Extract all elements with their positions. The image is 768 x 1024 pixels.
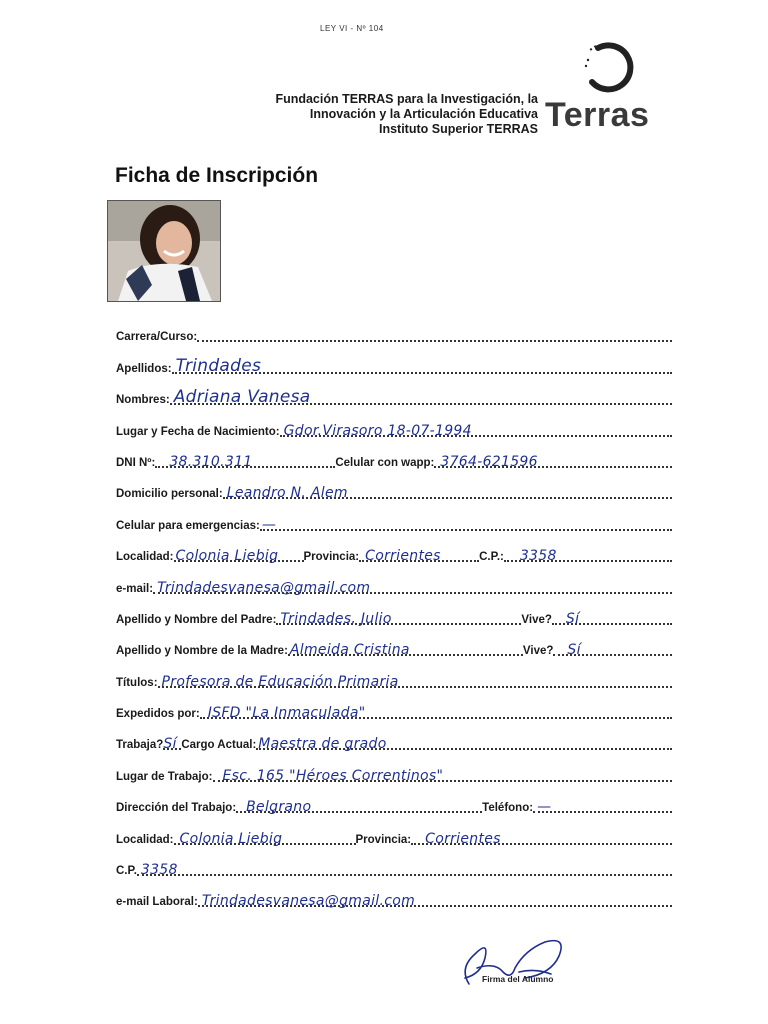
- value-lugar-fecha: Gdor.Virasoro 18-07-1994: [283, 422, 472, 439]
- field-cp-trabajo: [116, 848, 672, 879]
- input-dni[interactable]: [155, 444, 335, 468]
- value-localidad-trabajo: Colonia Liebig: [179, 830, 283, 847]
- label-lugar-fecha: Lugar y Fecha de Nacimiento:: [116, 425, 280, 438]
- value-provincia-trabajo: Corrientes: [425, 830, 501, 847]
- label-provincia: Provincia:: [303, 551, 360, 564]
- input-vive-madre[interactable]: [553, 632, 672, 659]
- value-cp: 3358: [519, 548, 557, 565]
- label-telefono: Teléfono:: [482, 802, 534, 815]
- field-titulos: [116, 659, 672, 690]
- label-vive-padre: Vive?: [521, 613, 552, 626]
- input-trabaja[interactable]: [163, 726, 181, 753]
- value-provincia: Corrientes: [365, 548, 441, 565]
- value-madre: Almeida Cristina: [289, 642, 410, 659]
- value-vive-madre: Sí: [567, 642, 581, 659]
- label-email-laboral: e-mail Laboral:: [116, 896, 198, 909]
- terras-logo-icon: [578, 38, 640, 96]
- input-titulos[interactable]: [158, 664, 672, 688]
- value-cargo: Maestra de grado: [258, 736, 387, 753]
- input-email-laboral[interactable]: [198, 883, 672, 910]
- value-celular-emergencias: —: [261, 516, 277, 533]
- field-apellidos: [116, 345, 672, 376]
- input-expedidos[interactable]: [200, 695, 672, 722]
- student-photo: [107, 200, 221, 302]
- input-lugar-trabajo[interactable]: [213, 758, 673, 782]
- enrollment-form: [116, 314, 672, 910]
- law-stamp: LEY VI - Nº 104: [320, 24, 384, 33]
- field-direccion-trabajo: [116, 785, 672, 816]
- label-nombres: Nombres:: [116, 394, 170, 407]
- terras-logo-text: Terras: [545, 96, 650, 134]
- value-vive-padre: Sí: [565, 610, 580, 627]
- field-nombres: [116, 377, 672, 408]
- label-celular-emergencias: Celular para emergencias:: [116, 519, 260, 532]
- institution-header: [198, 92, 538, 137]
- label-cp-trabajo: C.P.: [116, 865, 137, 878]
- field-lugar-fecha: [116, 408, 672, 439]
- value-nombres: Adriana Vanesa: [173, 387, 311, 408]
- input-localidad-trabajo[interactable]: [174, 821, 356, 845]
- input-nombres[interactable]: [170, 381, 672, 408]
- field-celular-emergencias: [116, 502, 672, 533]
- input-carrera[interactable]: [197, 318, 672, 342]
- label-dni: DNI Nº:: [116, 456, 156, 469]
- label-vive-madre: Vive?: [522, 645, 554, 658]
- value-titulos: Profesora de Educación Primaria: [161, 673, 399, 690]
- value-email: Trindadesvanesa@gmail.com: [157, 579, 371, 596]
- label-madre: Apellido y Nombre de la Madre:: [116, 645, 288, 658]
- value-localidad: Colonia Liebig: [175, 548, 279, 565]
- input-celular-wapp[interactable]: [434, 444, 672, 468]
- value-expedidos: ISFD "La Inmaculada": [207, 705, 366, 722]
- input-telefono[interactable]: [533, 789, 672, 816]
- field-localidad: [116, 534, 672, 565]
- value-dni: 38.310.311: [169, 453, 253, 470]
- value-direccion-trabajo: Belgrano: [246, 799, 312, 816]
- field-email-laboral: [116, 879, 672, 910]
- label-carrera: Carrera/Curso:: [116, 331, 198, 344]
- header-line-3: Instituto Superior TERRAS: [378, 122, 538, 136]
- label-cargo: Cargo Actual:: [181, 739, 257, 752]
- input-apellidos[interactable]: [172, 350, 672, 374]
- value-celular-wapp: 3764-621596: [440, 453, 538, 470]
- header-line-2: Innovación y la Articulación Educativa: [309, 107, 538, 121]
- label-direccion-trabajo: Dirección del Trabajo:: [116, 802, 237, 815]
- value-cp-trabajo: 3358: [140, 862, 178, 879]
- value-domicilio: Leandro N. Alem: [226, 485, 348, 502]
- label-email: e-mail:: [116, 582, 154, 595]
- field-domicilio: [116, 471, 672, 502]
- input-cargo[interactable]: [256, 726, 672, 753]
- label-cp: C.P.:: [479, 551, 504, 564]
- input-cp-trabajo[interactable]: [137, 852, 672, 879]
- field-email: [116, 565, 672, 596]
- label-localidad: Localidad:: [116, 551, 174, 564]
- value-apellidos: Trindades: [175, 355, 262, 376]
- input-provincia-trabajo[interactable]: [411, 821, 672, 845]
- label-padre: Apellido y Nombre del Padre:: [116, 613, 277, 626]
- field-lugar-trabajo: [116, 753, 672, 784]
- label-expedidos: Expedidos por:: [116, 708, 200, 721]
- label-trabaja: Trabaja?: [116, 739, 164, 752]
- value-trabaja: Sí: [163, 736, 177, 753]
- field-carrera: [116, 314, 672, 345]
- field-trabajo: [116, 722, 672, 753]
- field-padre: [116, 597, 672, 628]
- input-direccion-trabajo[interactable]: [236, 789, 482, 816]
- field-madre: [116, 628, 672, 659]
- label-lugar-trabajo: Lugar de Trabajo:: [116, 770, 213, 783]
- label-localidad-trabajo: Localidad:: [116, 833, 174, 846]
- header-line-1: Fundación TERRAS para la Investigación, la: [275, 92, 538, 106]
- field-localidad-trabajo: [116, 816, 672, 847]
- form-title: Ficha de Inscripción: [115, 164, 319, 187]
- label-titulos: Títulos:: [116, 676, 158, 689]
- label-provincia-trabajo: Provincia:: [355, 833, 412, 846]
- input-madre[interactable]: [288, 632, 523, 659]
- input-lugar-fecha[interactable]: [280, 413, 672, 437]
- input-cp[interactable]: [504, 538, 672, 565]
- value-lugar-trabajo: Esc. 165 "Héroes Correntinos": [222, 767, 444, 784]
- label-celular-wapp: Celular con wapp:: [335, 456, 435, 469]
- field-expedidos: [116, 691, 672, 722]
- input-provincia[interactable]: [359, 538, 479, 565]
- input-padre[interactable]: [276, 601, 521, 625]
- input-celular-emergencias[interactable]: [260, 507, 672, 531]
- label-apellidos: Apellidos:: [116, 362, 172, 375]
- value-telefono: —: [537, 799, 552, 816]
- input-localidad[interactable]: [174, 538, 304, 565]
- input-domicilio[interactable]: [223, 475, 672, 502]
- value-padre: Trindades, Julio: [280, 610, 392, 627]
- input-email[interactable]: [153, 570, 672, 594]
- field-dni: [116, 440, 672, 471]
- value-email-laboral: Trindadesvanesa@gmail.com: [201, 893, 416, 910]
- input-vive-padre[interactable]: [552, 601, 672, 625]
- label-domicilio: Domicilio personal:: [116, 488, 223, 501]
- signature-label: Firma del Alumno: [482, 974, 554, 984]
